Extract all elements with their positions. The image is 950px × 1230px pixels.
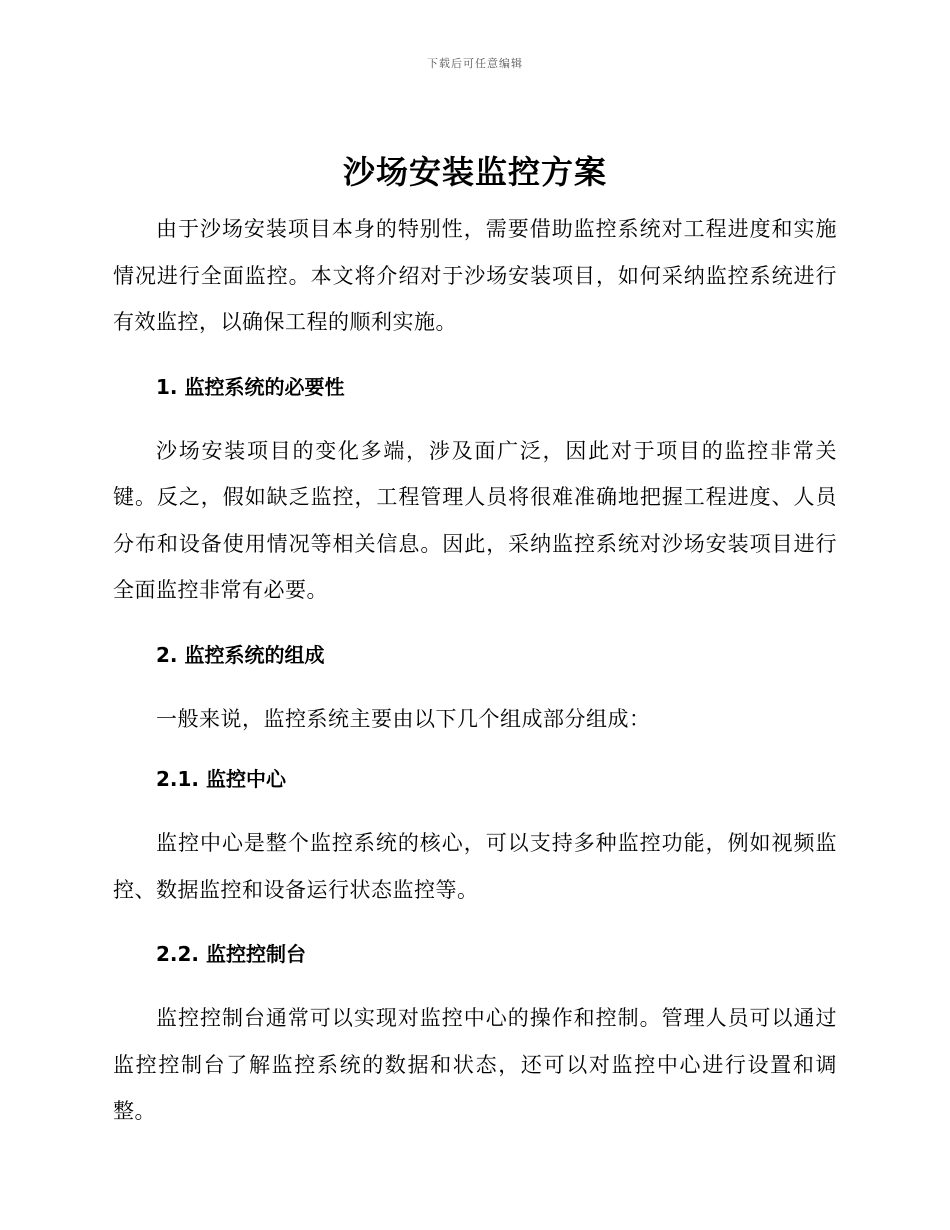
section-heading-composition: 2. 监控系统的组成 <box>156 642 325 667</box>
section-body-necessity: 沙场安装项目的变化多端，涉及面广泛，因此对于项目的监控非常关键。反之，假如缺乏监控，工程管理人员将很难准确地把握工程进度、人员分布和设备使用情况等相关信息。因此，采纳监控系统对沙场安装项目进行全面监控非常有必要。 <box>113 438 837 602</box>
document-title: 沙场安装监控方案 <box>342 153 607 191</box>
section-heading-monitoring-center: 2.1. 监控中心 <box>156 767 286 791</box>
document-body <box>113 148 837 1135</box>
section-body-composition: 一般来说，监控系统主要由以下几个组成部分组成： <box>156 706 651 731</box>
intro-paragraph: 由于沙场安装项目本身的特别性，需要借助监控系统对工程进度和实施情况进行全面监控。本文将介绍对于沙场安装项目，如何采纳监控系统进行有效监控，以确保工程的顺利实施。 <box>113 217 837 334</box>
header-note: 下载后可任意编辑 <box>427 57 523 70</box>
section-heading-necessity: 1. 监控系统的必要性 <box>156 374 345 399</box>
section-heading-control-console: 2.2. 监控控制台 <box>156 942 306 966</box>
section-body-control-console: 监控控制台通常可以实现对监控中心的操作和控制。管理人员可以通过监控控制台了解监控系统的数据和状态，还可以对监控中心进行设置和调整。 <box>113 1006 837 1123</box>
section-body-monitoring-center: 监控中心是整个监控系统的核心，可以支持多种监控功能，例如视频监控、数据监控和设备运行状态监控等。 <box>113 831 837 902</box>
